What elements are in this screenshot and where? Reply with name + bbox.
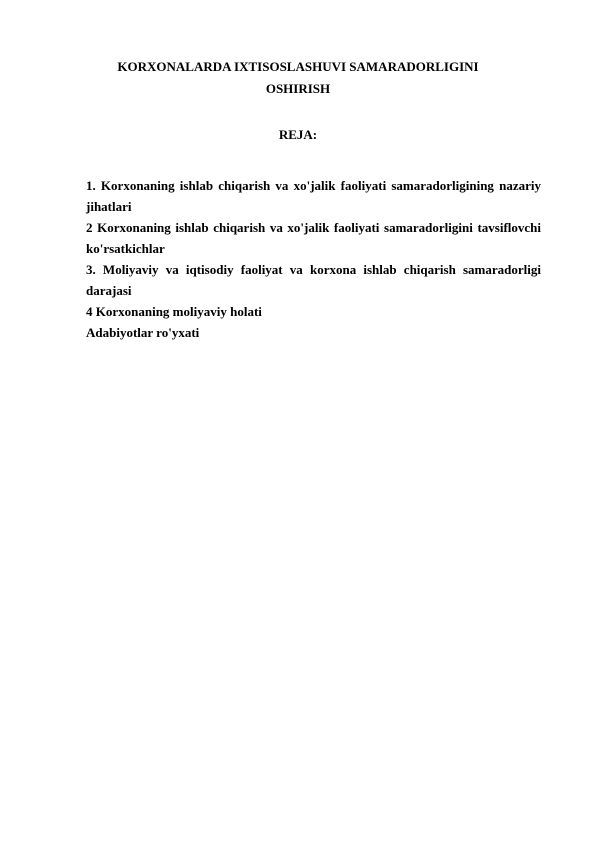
toc-item-references: Adabiyotlar ro'yxati bbox=[86, 325, 200, 340]
document-title-line-2: OSHIRISH bbox=[265, 81, 331, 96]
toc-item-1: 1. Korxonaning ishlab chiqarish va xo'jalik faoliyati samaradorligining nazariy jihatlari bbox=[86, 178, 541, 214]
toc-item-4: 4 Korxonaning moliyaviy holati bbox=[86, 304, 262, 319]
table-of-contents bbox=[86, 175, 541, 343]
toc-item-3: 3. Moliyaviy va iqtisodiy faoliyat va korxona ishlab chiqarish samaradorligi darajasi bbox=[86, 262, 541, 298]
document-title-line-1: KORXONALARDA IXTISOSLASHUVI SAMARADORLIGINI bbox=[117, 59, 479, 74]
plan-heading: REJA: bbox=[278, 127, 318, 142]
toc-item-2: 2 Korxonaning ishlab chiqarish va xo'jalik faoliyati samaradorligini tavsiflovchi ko'rsatkichlar bbox=[86, 220, 541, 256]
